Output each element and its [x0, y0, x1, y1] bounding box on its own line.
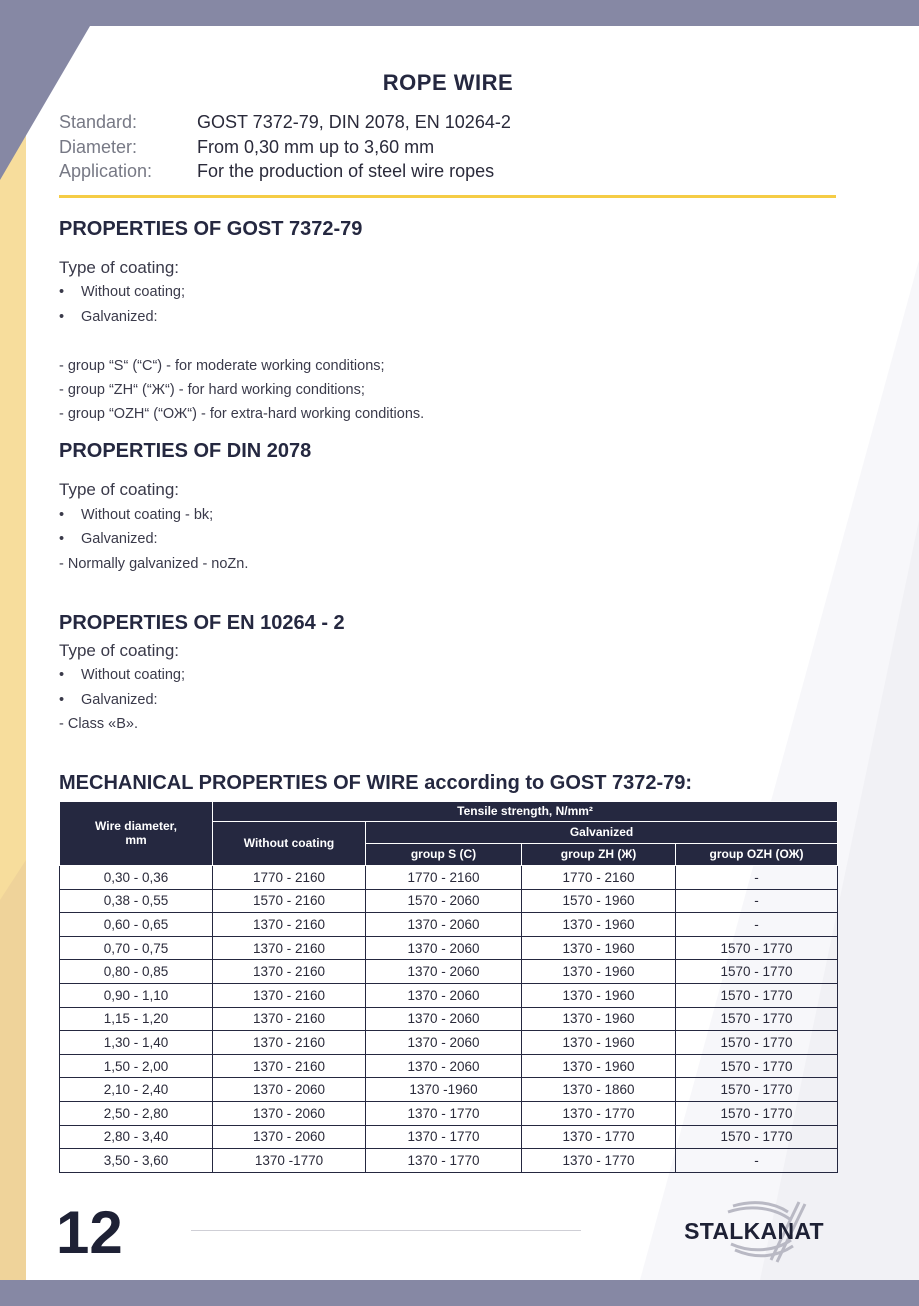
table-cell: 1370 - 2060 — [366, 1031, 522, 1055]
table-cell: 1370 - 1770 — [522, 1101, 676, 1125]
table-cell: 1370 - 2160 — [213, 936, 366, 960]
footer-rule — [191, 1230, 581, 1231]
table-cell: 1570 - 1770 — [676, 1101, 838, 1125]
table-cell: 1370 - 2060 — [366, 983, 522, 1007]
table-cell: 1370 - 1770 — [366, 1125, 522, 1149]
table-cell: 1370 - 2160 — [213, 1007, 366, 1031]
table-cell: 1570 - 1770 — [676, 1078, 838, 1102]
table-cell: 1370 - 1860 — [522, 1078, 676, 1102]
mechanical-properties-table — [59, 801, 838, 1173]
table-cell: 1370 - 1770 — [522, 1149, 676, 1173]
table-cell: 1370 - 1960 — [522, 1007, 676, 1031]
table-cell: - — [676, 889, 838, 913]
spec-application — [59, 161, 494, 182]
table-row — [60, 913, 838, 937]
table-cell: 1570 - 1770 — [676, 960, 838, 984]
table-cell: 1770 - 2160 — [522, 866, 676, 890]
gost-coating-label: Type of coating: — [59, 258, 180, 277]
spec-label: Standard: — [59, 112, 138, 132]
logo-wordmark: STALKANAT — [684, 1218, 824, 1244]
bullet-icon: • — [59, 284, 65, 300]
table-cell: 1770 - 2160 — [213, 866, 366, 890]
table-cell: 1370 - 2160 — [213, 1054, 366, 1078]
table-cell: 3,50 - 3,60 — [60, 1149, 213, 1173]
table-cell: 1570 - 1770 — [676, 1054, 838, 1078]
table-cell: 1370 -1960 — [366, 1078, 522, 1102]
table-cell: 1570 - 1770 — [676, 1031, 838, 1055]
spec-value: GOST 7372-79, DIN 2078, EN 10264-2 — [197, 112, 511, 132]
table-cell: 1570 - 1770 — [676, 1125, 838, 1149]
spec-value: From 0,30 mm up to 3,60 mm — [197, 137, 435, 157]
table-cell: 1370 -1770 — [213, 1149, 366, 1173]
din-heading: PROPERTIES OF DIN 2078 — [59, 440, 312, 462]
table-cell: 1,30 - 1,40 — [60, 1031, 213, 1055]
list-item-text: Galvanized: — [81, 309, 158, 325]
table-row — [60, 1125, 838, 1149]
header-galvanized: Galvanized — [366, 822, 838, 844]
table-cell: 1370 - 2060 — [213, 1078, 366, 1102]
table-cell: 1370 - 1770 — [366, 1149, 522, 1173]
table-cell: 1370 - 1960 — [522, 1054, 676, 1078]
table-cell: 0,30 - 0,36 — [60, 866, 213, 890]
table-row — [60, 1149, 838, 1173]
table-cell: 1370 - 2160 — [213, 960, 366, 984]
table-cell: 1770 - 2160 — [366, 866, 522, 890]
list-item — [59, 531, 158, 547]
table-cell: 0,60 - 0,65 — [60, 913, 213, 937]
header-group-s: group S (C) — [366, 844, 522, 866]
mech-heading: MECHANICAL PROPERTIES OF WIRE according to GOST 7372-79: — [59, 772, 693, 794]
gost-group-ozh: - group “OZH“ (“ОЖ“) - for extra-hard working conditions. — [59, 406, 425, 422]
table-cell: 1370 - 1960 — [522, 1031, 676, 1055]
spec-label: Application: — [59, 161, 153, 181]
bottom-bar — [0, 1280, 919, 1306]
table-cell: 1370 - 2060 — [366, 913, 522, 937]
table-row — [60, 1054, 838, 1078]
en-coating-label: Type of coating: — [59, 641, 180, 660]
gost-group-zh: - group “ZH“ (“Ж“) - for hard working conditions; — [59, 382, 365, 398]
spec-label: Diameter: — [59, 137, 138, 157]
table-cell: 0,38 - 0,55 — [60, 889, 213, 913]
table-cell: 1370 - 2060 — [213, 1101, 366, 1125]
table-cell: 0,70 - 0,75 — [60, 936, 213, 960]
table-cell: 1370 - 2160 — [213, 1031, 366, 1055]
table-cell: 1570 - 2160 — [213, 889, 366, 913]
table-cell: 1370 - 2160 — [213, 983, 366, 1007]
table-cell: 1370 - 1960 — [522, 913, 676, 937]
din-coating-label: Type of coating: — [59, 480, 180, 499]
table-cell: 1,15 - 1,20 — [60, 1007, 213, 1031]
header-wire-diameter: Wire diameter, mm — [60, 802, 213, 866]
table-cell: - — [676, 1149, 838, 1173]
header-tensile-strength: Tensile strength, N/mm² — [213, 802, 838, 822]
page-title: ROPE WIRE — [382, 70, 514, 95]
table-cell: 1370 - 2160 — [213, 913, 366, 937]
top-bar — [0, 0, 919, 26]
header-group-zh: group ZH (Ж) — [522, 844, 676, 866]
page-number: 12 — [56, 1199, 123, 1266]
spec-standard — [59, 112, 511, 133]
list-item-text: Without coating; — [81, 667, 185, 683]
table-row — [60, 866, 838, 890]
list-item — [59, 667, 185, 683]
stalkanat-logo — [673, 1198, 835, 1264]
table-cell: 1370 - 1960 — [522, 936, 676, 960]
table-row — [60, 1101, 838, 1125]
table-cell: 1570 - 2060 — [366, 889, 522, 913]
gost-group-s: - group “S“ (“C“) - for moderate working conditions; — [59, 358, 385, 374]
header-without-coating: Without coating — [213, 822, 366, 866]
table-row — [60, 1078, 838, 1102]
table-row — [60, 936, 838, 960]
table-cell: 1370 - 2060 — [366, 936, 522, 960]
bullet-icon: • — [59, 667, 65, 683]
table-row — [60, 1031, 838, 1055]
list-item — [59, 507, 213, 523]
table-cell: 0,80 - 0,85 — [60, 960, 213, 984]
table-cell: 1570 - 1770 — [676, 1007, 838, 1031]
bullet-icon: • — [59, 507, 65, 523]
table-row — [60, 983, 838, 1007]
table-cell: 1570 - 1770 — [676, 936, 838, 960]
list-item-text: Galvanized: — [81, 692, 158, 708]
bullet-icon: • — [59, 531, 65, 547]
table-row — [60, 960, 838, 984]
table-cell: 1370 - 2060 — [366, 1054, 522, 1078]
en-note: - Class «B». — [59, 716, 138, 732]
table-cell: 1570 - 1960 — [522, 889, 676, 913]
table-cell: 1370 - 1770 — [522, 1125, 676, 1149]
list-item — [59, 309, 158, 325]
list-item — [59, 284, 185, 300]
list-item-text: Without coating; — [81, 284, 185, 300]
table-body — [60, 866, 838, 1173]
table-cell: 2,50 - 2,80 — [60, 1101, 213, 1125]
table-cell: 1,50 - 2,00 — [60, 1054, 213, 1078]
din-note: - Normally galvanized - noZn. — [59, 556, 249, 572]
header-group-ozh: group OZH (ОЖ) — [676, 844, 838, 866]
table-cell: 1370 - 1960 — [522, 983, 676, 1007]
list-item-text: Galvanized: — [81, 531, 158, 547]
table-cell: 2,10 - 2,40 — [60, 1078, 213, 1102]
spec-diameter — [59, 137, 434, 158]
spec-value: For the production of steel wire ropes — [197, 161, 495, 181]
table-cell: 0,90 - 1,10 — [60, 983, 213, 1007]
bullet-icon: • — [59, 692, 65, 708]
table-cell: - — [676, 913, 838, 937]
table-cell: 1370 - 2060 — [366, 960, 522, 984]
list-item-text: Without coating - bk; — [81, 507, 214, 523]
table-cell: 1370 - 1960 — [522, 960, 676, 984]
table-cell: 1370 - 2060 — [213, 1125, 366, 1149]
table-cell: 1370 - 1770 — [366, 1101, 522, 1125]
table-cell: - — [676, 866, 838, 890]
bullet-icon: • — [59, 309, 65, 325]
table-row — [60, 1007, 838, 1031]
list-item — [59, 692, 158, 708]
table-cell: 2,80 - 3,40 — [60, 1125, 213, 1149]
gost-heading: PROPERTIES OF GOST 7372-79 — [59, 218, 363, 240]
table-cell: 1570 - 1770 — [676, 983, 838, 1007]
section-divider — [59, 195, 836, 198]
table-cell: 1370 - 2060 — [366, 1007, 522, 1031]
en-heading: PROPERTIES OF EN 10264 - 2 — [59, 612, 345, 634]
table-row — [60, 889, 838, 913]
